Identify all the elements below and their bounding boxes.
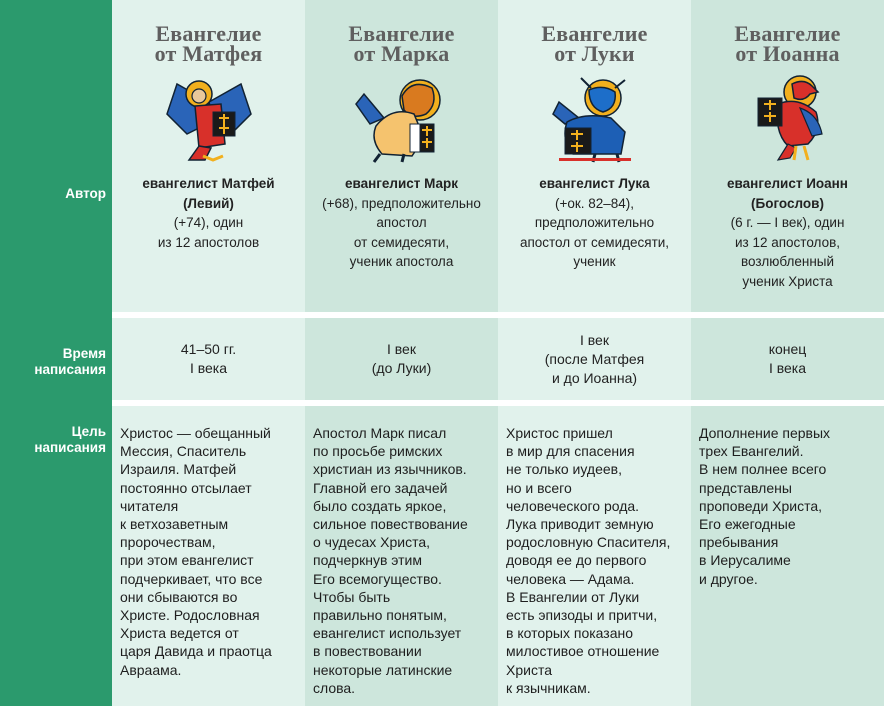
row-label-author — [0, 0, 112, 312]
author-text: евангелист Марк (+68), предположительно апостол от семидесяти, ученик апостола — [322, 176, 481, 269]
gospel-title: Евангелие от Марка — [348, 21, 455, 66]
row-label-purpose: Цель написания — [0, 406, 112, 706]
purpose-luke: Христос пришел в мир для спасения не только иудеев, но и всего человеческого рода. Лука приводит земную родословную Спасителя, доводя ее до первого человека — Адама. В Евангелии от Луки есть эпизоды и притчи, в которых показано милостивое отношение Христа к язычникам. — [498, 406, 691, 706]
gospel-matthew-header — [112, 0, 305, 312]
author-text: евангелист Иоанн (Богослов) (6 г. — I век), один из 12 апостолов, возлюбленный ученик Христа — [727, 176, 848, 289]
row-label-time: Время написания — [0, 318, 112, 400]
time-matthew: 41–50 гг. I века — [112, 318, 305, 400]
gospel-luke-header — [498, 0, 691, 312]
gospel-mark-header — [305, 0, 498, 312]
time-luke: I век (после Матфея и до Иоанна) — [498, 318, 691, 400]
lion-icon — [352, 74, 452, 164]
purpose-matthew: Христос — обещанный Мессия, Спаситель Израиля. Матфей постоянно отсылает читателя к ветхозаветным пророчествам, при этом евангелист подчеркивает, что все они сбываются во Христе. Родословная Христа ведется от царя Давида и праотца Авраама. — [112, 406, 305, 706]
gospel-title: Евангелие от Матфея — [154, 21, 263, 66]
gospel-john-header — [691, 0, 884, 312]
ox-icon — [545, 74, 645, 164]
author-text: евангелист Лука (+ок. 82–84), предположительно апостол от семидесяти, ученик — [519, 176, 670, 269]
purpose-john: Дополнение первых трех Евангелий. В нем полнее всего представлены проповеди Христа, Его ежегодные пребывания в Иерусалиме и другое. — [691, 406, 884, 706]
time-john: конец I века — [691, 318, 884, 400]
gospel-title: Евангелие от Луки — [541, 21, 648, 66]
purpose-mark: Апостол Марк писал по просьбе римских христиан из язычников. Главной его задачей было создать яркое, сильное повествование о чудесах Христа, подчеркнув этим Его всемогущество. Чтобы быть правильно понятым, евангелист использует в повествовании некоторые латинские слова. — [305, 406, 498, 706]
eagle-icon — [738, 74, 838, 164]
gospel-title: Евангелие от Иоанна — [734, 21, 841, 66]
angel-icon — [159, 74, 259, 164]
time-mark: I век (до Луки) — [305, 318, 498, 400]
author-text: евангелист Матфей (Левий) (+74), один из 12 апостолов — [142, 176, 275, 250]
author-label: Автор — [65, 186, 106, 201]
